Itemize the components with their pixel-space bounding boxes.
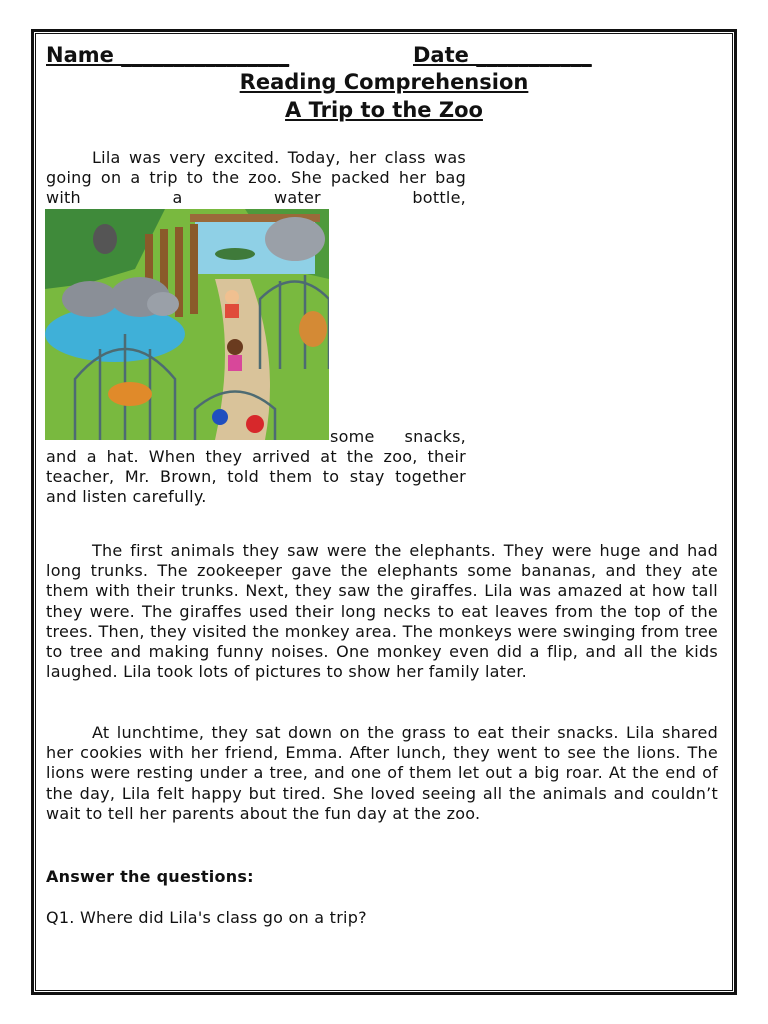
questions-heading: Answer the questions: (46, 867, 254, 886)
story-paragraph-2: The first animals they saw were the elephants. They were huge and had long trunks. The zookeeper gave the elephants some bananas, and they ate them with their trunks. Next, they saw the giraffes. Lila was amazed at how tall they were. The giraffes used their long necks to eat leaves from the top of the trees. Then, they visited the monkey area. The monkeys were swinging from tree to tree and making funny noises. One monkey even did a flip, and all the kids laughed. Lila took lots of pictures to show her family later. (46, 541, 718, 682)
worksheet-title: Reading Comprehension (239, 70, 529, 94)
date-field[interactable]: Date ___________ (413, 43, 592, 67)
story-paragraph-1-tail: and a hat. When they arrived at the zoo, their teacher, Mr. Brown, told them to stay together and listen carefully. (46, 447, 466, 507)
story-title: A Trip to the Zoo (285, 98, 483, 122)
zoo-illustration (45, 209, 329, 440)
story-paragraph-1-wrap: some snacks, (330, 427, 466, 446)
story-paragraph-3: At lunchtime, they sat down on the grass to eat their snacks. Lila shared her cookies with her friend, Emma. After lunch, they went to see the lions. The lions were resting under a tree, and one of them let out a big roar. At the end of the day, Lila felt happy but tired. She loved seeing all the animals and couldn’t wait to tell her parents about the fun day at the zoo. (46, 723, 718, 823)
question-1: Q1. Where did Lila's class go on a trip? (46, 908, 367, 927)
name-field[interactable]: Name ________________ (46, 43, 290, 67)
header-row (46, 43, 726, 69)
story-paragraph-1-lead: Lila was very excited. Today, her class was going on a trip to the zoo. She packed her bag with a water bottle, (46, 148, 466, 208)
